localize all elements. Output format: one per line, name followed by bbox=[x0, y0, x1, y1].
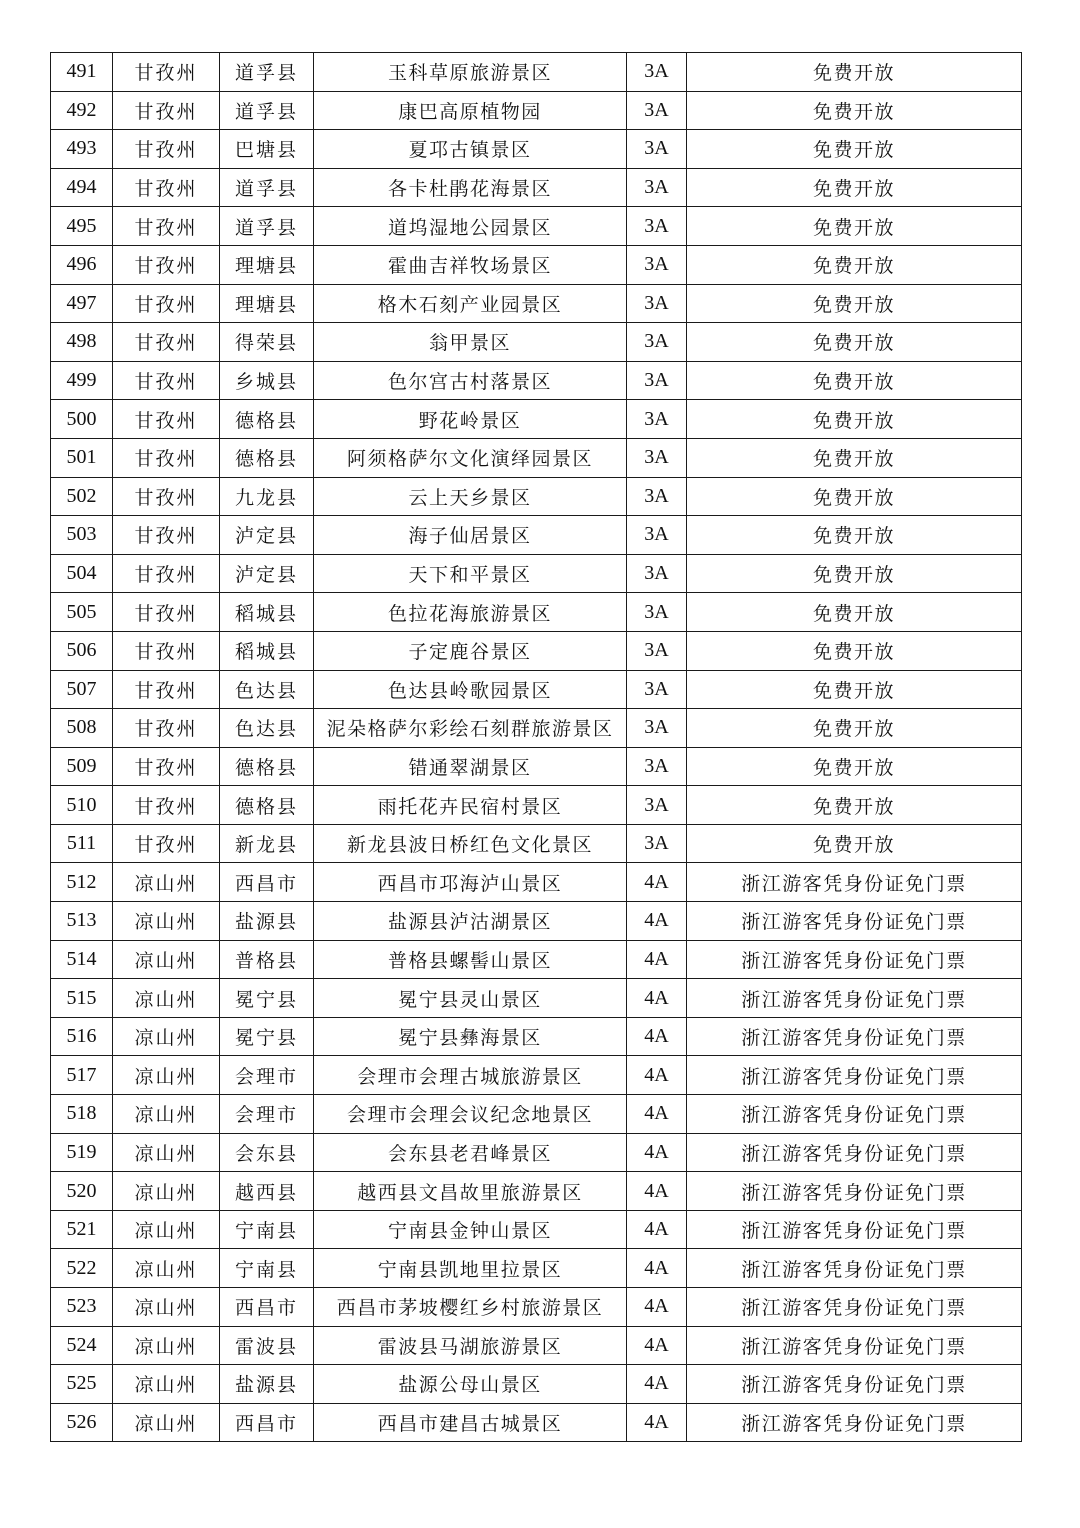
prefecture-cell: 甘孜州 bbox=[113, 245, 220, 284]
prefecture-cell: 甘孜州 bbox=[113, 593, 220, 632]
county-cell: 西昌市 bbox=[220, 1403, 314, 1442]
prefecture-cell: 甘孜州 bbox=[113, 516, 220, 555]
table-row bbox=[51, 361, 1022, 400]
prefecture-cell: 凉山州 bbox=[113, 863, 220, 902]
level-cell: 4A bbox=[627, 1172, 687, 1211]
prefecture-cell: 甘孜州 bbox=[113, 709, 220, 748]
policy-cell: 浙江游客凭身份证免门票 bbox=[687, 1249, 1022, 1288]
scenic-name-cell: 霍曲吉祥牧场景区 bbox=[314, 245, 627, 284]
level-cell: 3A bbox=[627, 670, 687, 709]
county-cell: 德格县 bbox=[220, 400, 314, 439]
policy-cell: 浙江游客凭身份证免门票 bbox=[687, 1172, 1022, 1211]
policy-cell: 浙江游客凭身份证免门票 bbox=[687, 1017, 1022, 1056]
policy-cell: 免费开放 bbox=[687, 361, 1022, 400]
table-row bbox=[51, 168, 1022, 207]
level-cell: 4A bbox=[627, 1056, 687, 1095]
county-cell: 稻城县 bbox=[220, 631, 314, 670]
row-number: 517 bbox=[51, 1056, 113, 1095]
row-number: 496 bbox=[51, 245, 113, 284]
level-cell: 4A bbox=[627, 1288, 687, 1327]
county-cell: 泸定县 bbox=[220, 516, 314, 555]
prefecture-cell: 甘孜州 bbox=[113, 91, 220, 130]
level-cell: 4A bbox=[627, 940, 687, 979]
prefecture-cell: 凉山州 bbox=[113, 1365, 220, 1404]
level-cell: 4A bbox=[627, 1365, 687, 1404]
policy-cell: 免费开放 bbox=[687, 747, 1022, 786]
policy-cell: 免费开放 bbox=[687, 284, 1022, 323]
county-cell: 新龙县 bbox=[220, 824, 314, 863]
level-cell: 4A bbox=[627, 902, 687, 941]
scenic-name-cell: 野花岭景区 bbox=[314, 400, 627, 439]
row-number: 515 bbox=[51, 979, 113, 1018]
scenic-name-cell: 色拉花海旅游景区 bbox=[314, 593, 627, 632]
table-row bbox=[51, 1326, 1022, 1365]
row-number: 503 bbox=[51, 516, 113, 555]
level-cell: 4A bbox=[627, 979, 687, 1018]
county-cell: 会东县 bbox=[220, 1133, 314, 1172]
county-cell: 盐源县 bbox=[220, 1365, 314, 1404]
prefecture-cell: 凉山州 bbox=[113, 1210, 220, 1249]
county-cell: 稻城县 bbox=[220, 593, 314, 632]
policy-cell: 浙江游客凭身份证免门票 bbox=[687, 940, 1022, 979]
table-row bbox=[51, 1056, 1022, 1095]
level-cell: 3A bbox=[627, 786, 687, 825]
level-cell: 3A bbox=[627, 709, 687, 748]
table-row bbox=[51, 1249, 1022, 1288]
table-row bbox=[51, 670, 1022, 709]
level-cell: 3A bbox=[627, 824, 687, 863]
row-number: 507 bbox=[51, 670, 113, 709]
table-row bbox=[51, 786, 1022, 825]
table-row bbox=[51, 863, 1022, 902]
scenic-name-cell: 云上天乡景区 bbox=[314, 477, 627, 516]
prefecture-cell: 凉山州 bbox=[113, 1172, 220, 1211]
row-number: 520 bbox=[51, 1172, 113, 1211]
level-cell: 3A bbox=[627, 323, 687, 362]
prefecture-cell: 凉山州 bbox=[113, 1249, 220, 1288]
county-cell: 道孚县 bbox=[220, 168, 314, 207]
table-row bbox=[51, 245, 1022, 284]
policy-cell: 浙江游客凭身份证免门票 bbox=[687, 902, 1022, 941]
county-cell: 泸定县 bbox=[220, 554, 314, 593]
scenic-name-cell: 各卡杜鹃花海景区 bbox=[314, 168, 627, 207]
scenic-name-cell: 天下和平景区 bbox=[314, 554, 627, 593]
row-number: 514 bbox=[51, 940, 113, 979]
scenic-name-cell: 普格县螺髻山景区 bbox=[314, 940, 627, 979]
row-number: 519 bbox=[51, 1133, 113, 1172]
table-row bbox=[51, 824, 1022, 863]
prefecture-cell: 甘孜州 bbox=[113, 400, 220, 439]
prefecture-cell: 甘孜州 bbox=[113, 361, 220, 400]
county-cell: 乡城县 bbox=[220, 361, 314, 400]
policy-cell: 免费开放 bbox=[687, 554, 1022, 593]
policy-cell: 免费开放 bbox=[687, 207, 1022, 246]
policy-cell: 浙江游客凭身份证免门票 bbox=[687, 1288, 1022, 1327]
policy-cell: 浙江游客凭身份证免门票 bbox=[687, 1133, 1022, 1172]
level-cell: 3A bbox=[627, 91, 687, 130]
row-number: 505 bbox=[51, 593, 113, 632]
scenic-name-cell: 色达县岭歌园景区 bbox=[314, 670, 627, 709]
scenic-name-cell: 新龙县波日桥红色文化景区 bbox=[314, 824, 627, 863]
scenic-name-cell: 格木石刻产业园景区 bbox=[314, 284, 627, 323]
level-cell: 3A bbox=[627, 593, 687, 632]
scenic-name-cell: 泥朵格萨尔彩绘石刻群旅游景区 bbox=[314, 709, 627, 748]
prefecture-cell: 甘孜州 bbox=[113, 786, 220, 825]
level-cell: 3A bbox=[627, 631, 687, 670]
scenic-name-cell: 错通翠湖景区 bbox=[314, 747, 627, 786]
row-number: 498 bbox=[51, 323, 113, 362]
row-number: 521 bbox=[51, 1210, 113, 1249]
policy-cell: 免费开放 bbox=[687, 438, 1022, 477]
table-row bbox=[51, 1210, 1022, 1249]
scenic-name-cell: 雷波县马湖旅游景区 bbox=[314, 1326, 627, 1365]
level-cell: 3A bbox=[627, 747, 687, 786]
prefecture-cell: 凉山州 bbox=[113, 902, 220, 941]
prefecture-cell: 甘孜州 bbox=[113, 477, 220, 516]
table-row bbox=[51, 438, 1022, 477]
level-cell: 4A bbox=[627, 1017, 687, 1056]
row-number: 513 bbox=[51, 902, 113, 941]
scenic-name-cell: 子定鹿谷景区 bbox=[314, 631, 627, 670]
table-row bbox=[51, 709, 1022, 748]
policy-cell: 免费开放 bbox=[687, 245, 1022, 284]
row-number: 491 bbox=[51, 53, 113, 92]
level-cell: 4A bbox=[627, 1095, 687, 1134]
scenic-name-cell: 雨托花卉民宿村景区 bbox=[314, 786, 627, 825]
level-cell: 3A bbox=[627, 130, 687, 169]
table-row bbox=[51, 130, 1022, 169]
policy-cell: 免费开放 bbox=[687, 786, 1022, 825]
table-row bbox=[51, 593, 1022, 632]
table-row bbox=[51, 1403, 1022, 1442]
county-cell: 冕宁县 bbox=[220, 979, 314, 1018]
table-row bbox=[51, 516, 1022, 555]
prefecture-cell: 凉山州 bbox=[113, 1326, 220, 1365]
policy-cell: 免费开放 bbox=[687, 53, 1022, 92]
row-number: 506 bbox=[51, 631, 113, 670]
prefecture-cell: 甘孜州 bbox=[113, 284, 220, 323]
prefecture-cell: 甘孜州 bbox=[113, 670, 220, 709]
table-row bbox=[51, 902, 1022, 941]
county-cell: 巴塘县 bbox=[220, 130, 314, 169]
table-row bbox=[51, 91, 1022, 130]
scenic-name-cell: 越西县文昌故里旅游景区 bbox=[314, 1172, 627, 1211]
level-cell: 4A bbox=[627, 1210, 687, 1249]
county-cell: 得荣县 bbox=[220, 323, 314, 362]
policy-cell: 免费开放 bbox=[687, 824, 1022, 863]
county-cell: 道孚县 bbox=[220, 53, 314, 92]
policy-cell: 浙江游客凭身份证免门票 bbox=[687, 1095, 1022, 1134]
scenic-name-cell: 西昌市邛海泸山景区 bbox=[314, 863, 627, 902]
county-cell: 九龙县 bbox=[220, 477, 314, 516]
policy-cell: 浙江游客凭身份证免门票 bbox=[687, 1403, 1022, 1442]
policy-cell: 免费开放 bbox=[687, 593, 1022, 632]
row-number: 508 bbox=[51, 709, 113, 748]
policy-cell: 免费开放 bbox=[687, 631, 1022, 670]
county-cell: 雷波县 bbox=[220, 1326, 314, 1365]
scenic-name-cell: 康巴高原植物园 bbox=[314, 91, 627, 130]
policy-cell: 免费开放 bbox=[687, 477, 1022, 516]
prefecture-cell: 凉山州 bbox=[113, 940, 220, 979]
policy-cell: 免费开放 bbox=[687, 130, 1022, 169]
table-row bbox=[51, 1095, 1022, 1134]
county-cell: 会理市 bbox=[220, 1056, 314, 1095]
scenic-name-cell: 会理市会理会议纪念地景区 bbox=[314, 1095, 627, 1134]
level-cell: 3A bbox=[627, 516, 687, 555]
level-cell: 3A bbox=[627, 168, 687, 207]
scenic-name-cell: 海子仙居景区 bbox=[314, 516, 627, 555]
county-cell: 理塘县 bbox=[220, 245, 314, 284]
policy-cell: 浙江游客凭身份证免门票 bbox=[687, 1210, 1022, 1249]
scenic-spots-table bbox=[50, 52, 1022, 1442]
scenic-name-cell: 翁甲景区 bbox=[314, 323, 627, 362]
prefecture-cell: 凉山州 bbox=[113, 1017, 220, 1056]
row-number: 516 bbox=[51, 1017, 113, 1056]
policy-cell: 免费开放 bbox=[687, 516, 1022, 555]
county-cell: 西昌市 bbox=[220, 1288, 314, 1327]
prefecture-cell: 甘孜州 bbox=[113, 631, 220, 670]
level-cell: 3A bbox=[627, 438, 687, 477]
county-cell: 色达县 bbox=[220, 709, 314, 748]
county-cell: 德格县 bbox=[220, 438, 314, 477]
row-number: 504 bbox=[51, 554, 113, 593]
policy-cell: 浙江游客凭身份证免门票 bbox=[687, 863, 1022, 902]
prefecture-cell: 甘孜州 bbox=[113, 824, 220, 863]
policy-cell: 免费开放 bbox=[687, 400, 1022, 439]
policy-cell: 浙江游客凭身份证免门票 bbox=[687, 1326, 1022, 1365]
level-cell: 4A bbox=[627, 863, 687, 902]
prefecture-cell: 甘孜州 bbox=[113, 323, 220, 362]
prefecture-cell: 凉山州 bbox=[113, 1403, 220, 1442]
row-number: 526 bbox=[51, 1403, 113, 1442]
scenic-name-cell: 冕宁县彝海景区 bbox=[314, 1017, 627, 1056]
scenic-name-cell: 会理市会理古城旅游景区 bbox=[314, 1056, 627, 1095]
prefecture-cell: 凉山州 bbox=[113, 1133, 220, 1172]
county-cell: 盐源县 bbox=[220, 902, 314, 941]
row-number: 494 bbox=[51, 168, 113, 207]
prefecture-cell: 甘孜州 bbox=[113, 554, 220, 593]
prefecture-cell: 甘孜州 bbox=[113, 168, 220, 207]
table-row bbox=[51, 53, 1022, 92]
scenic-name-cell: 会东县老君峰景区 bbox=[314, 1133, 627, 1172]
table-row bbox=[51, 323, 1022, 362]
table-row bbox=[51, 979, 1022, 1018]
level-cell: 3A bbox=[627, 554, 687, 593]
level-cell: 4A bbox=[627, 1403, 687, 1442]
prefecture-cell: 甘孜州 bbox=[113, 207, 220, 246]
prefecture-cell: 凉山州 bbox=[113, 1095, 220, 1134]
policy-cell: 免费开放 bbox=[687, 168, 1022, 207]
table-row bbox=[51, 747, 1022, 786]
level-cell: 3A bbox=[627, 207, 687, 246]
prefecture-cell: 甘孜州 bbox=[113, 130, 220, 169]
county-cell: 越西县 bbox=[220, 1172, 314, 1211]
row-number: 493 bbox=[51, 130, 113, 169]
row-number: 511 bbox=[51, 824, 113, 863]
row-number: 523 bbox=[51, 1288, 113, 1327]
table-row bbox=[51, 1365, 1022, 1404]
table-row bbox=[51, 554, 1022, 593]
county-cell: 西昌市 bbox=[220, 863, 314, 902]
scenic-name-cell: 宁南县凯地里拉景区 bbox=[314, 1249, 627, 1288]
policy-cell: 浙江游客凭身份证免门票 bbox=[687, 1365, 1022, 1404]
county-cell: 德格县 bbox=[220, 786, 314, 825]
level-cell: 3A bbox=[627, 361, 687, 400]
prefecture-cell: 凉山州 bbox=[113, 979, 220, 1018]
row-number: 509 bbox=[51, 747, 113, 786]
table-row bbox=[51, 207, 1022, 246]
county-cell: 理塘县 bbox=[220, 284, 314, 323]
table-row bbox=[51, 477, 1022, 516]
scenic-name-cell: 阿须格萨尔文化演绎园景区 bbox=[314, 438, 627, 477]
row-number: 497 bbox=[51, 284, 113, 323]
policy-cell: 浙江游客凭身份证免门票 bbox=[687, 979, 1022, 1018]
county-cell: 普格县 bbox=[220, 940, 314, 979]
level-cell: 4A bbox=[627, 1133, 687, 1172]
row-number: 510 bbox=[51, 786, 113, 825]
county-cell: 道孚县 bbox=[220, 91, 314, 130]
row-number: 501 bbox=[51, 438, 113, 477]
policy-cell: 免费开放 bbox=[687, 323, 1022, 362]
policy-cell: 免费开放 bbox=[687, 670, 1022, 709]
row-number: 518 bbox=[51, 1095, 113, 1134]
county-cell: 会理市 bbox=[220, 1095, 314, 1134]
row-number: 500 bbox=[51, 400, 113, 439]
level-cell: 3A bbox=[627, 53, 687, 92]
row-number: 525 bbox=[51, 1365, 113, 1404]
prefecture-cell: 凉山州 bbox=[113, 1056, 220, 1095]
scenic-name-cell: 盐源县泸沽湖景区 bbox=[314, 902, 627, 941]
scenic-name-cell: 玉科草原旅游景区 bbox=[314, 53, 627, 92]
table-row bbox=[51, 1133, 1022, 1172]
county-cell: 宁南县 bbox=[220, 1249, 314, 1288]
county-cell: 宁南县 bbox=[220, 1210, 314, 1249]
prefecture-cell: 甘孜州 bbox=[113, 747, 220, 786]
table-row bbox=[51, 1172, 1022, 1211]
county-cell: 道孚县 bbox=[220, 207, 314, 246]
table-row bbox=[51, 631, 1022, 670]
table-row bbox=[51, 1288, 1022, 1327]
row-number: 495 bbox=[51, 207, 113, 246]
policy-cell: 免费开放 bbox=[687, 91, 1022, 130]
scenic-name-cell: 冕宁县灵山景区 bbox=[314, 979, 627, 1018]
table-row bbox=[51, 1017, 1022, 1056]
prefecture-cell: 甘孜州 bbox=[113, 438, 220, 477]
level-cell: 3A bbox=[627, 284, 687, 323]
row-number: 499 bbox=[51, 361, 113, 400]
county-cell: 德格县 bbox=[220, 747, 314, 786]
scenic-name-cell: 西昌市茅坡樱红乡村旅游景区 bbox=[314, 1288, 627, 1327]
table-body bbox=[51, 53, 1022, 1442]
prefecture-cell: 凉山州 bbox=[113, 1288, 220, 1327]
scenic-name-cell: 色尔宫古村落景区 bbox=[314, 361, 627, 400]
level-cell: 3A bbox=[627, 477, 687, 516]
level-cell: 3A bbox=[627, 400, 687, 439]
scenic-name-cell: 盐源公母山景区 bbox=[314, 1365, 627, 1404]
table-row bbox=[51, 940, 1022, 979]
policy-cell: 免费开放 bbox=[687, 709, 1022, 748]
scenic-name-cell: 西昌市建昌古城景区 bbox=[314, 1403, 627, 1442]
policy-cell: 浙江游客凭身份证免门票 bbox=[687, 1056, 1022, 1095]
table-row bbox=[51, 284, 1022, 323]
prefecture-cell: 甘孜州 bbox=[113, 53, 220, 92]
row-number: 512 bbox=[51, 863, 113, 902]
county-cell: 色达县 bbox=[220, 670, 314, 709]
level-cell: 4A bbox=[627, 1326, 687, 1365]
level-cell: 3A bbox=[627, 245, 687, 284]
scenic-name-cell: 道坞湿地公园景区 bbox=[314, 207, 627, 246]
scenic-name-cell: 宁南县金钟山景区 bbox=[314, 1210, 627, 1249]
table-row bbox=[51, 400, 1022, 439]
row-number: 524 bbox=[51, 1326, 113, 1365]
level-cell: 4A bbox=[627, 1249, 687, 1288]
scenic-name-cell: 夏邛古镇景区 bbox=[314, 130, 627, 169]
row-number: 522 bbox=[51, 1249, 113, 1288]
row-number: 492 bbox=[51, 91, 113, 130]
row-number: 502 bbox=[51, 477, 113, 516]
county-cell: 冕宁县 bbox=[220, 1017, 314, 1056]
